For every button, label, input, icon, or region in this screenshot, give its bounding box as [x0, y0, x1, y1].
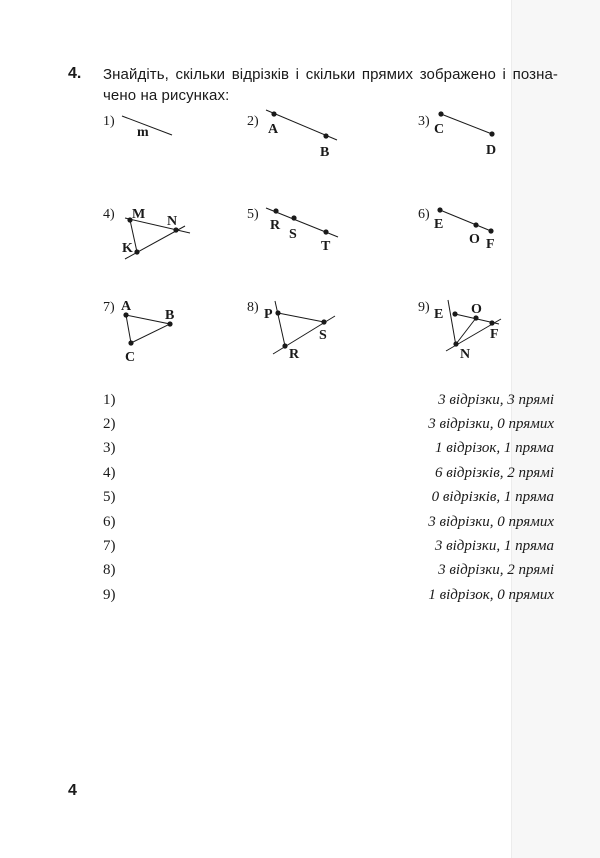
point-c: [128, 340, 133, 345]
point-label: A: [268, 122, 279, 137]
point-label: R: [289, 347, 300, 362]
page-number: 4: [68, 782, 77, 799]
point-label: F: [490, 327, 499, 342]
answer-row: [103, 486, 554, 510]
figure-number: 8): [247, 300, 259, 315]
answer-number: 6): [103, 513, 116, 530]
task-text-line-2: чено на рисунках:: [103, 87, 230, 104]
segment-eof: [440, 210, 491, 231]
task-number: 4.: [68, 65, 82, 82]
point-label: C: [125, 350, 136, 365]
answer-text: 6 відрізків, 2 прямі: [435, 464, 554, 481]
point-label: R: [270, 218, 281, 233]
point-label: D: [486, 143, 497, 158]
point-s: [291, 215, 296, 220]
answer-number: 3): [103, 440, 116, 457]
answer-number: 1): [103, 391, 116, 408]
point-k: [134, 249, 139, 254]
point-label: N: [460, 347, 471, 362]
answer-text: 3 відрізки, 2 прямі: [438, 562, 554, 579]
triangle-abc: [126, 315, 170, 343]
point-s: [321, 319, 326, 324]
answer-row: [103, 534, 554, 558]
segment-cd: [441, 114, 492, 134]
point-label: S: [319, 328, 327, 343]
answer-text: 1 відрізок, 0 прямих: [428, 586, 554, 603]
point-p: [275, 310, 280, 315]
point-label: M: [132, 207, 146, 222]
line-en: [448, 300, 456, 346]
point-label: N: [167, 214, 178, 229]
point-r: [282, 343, 287, 348]
line-pr: [275, 301, 285, 346]
answer-text: 3 відрізки, 1 пряма: [434, 538, 554, 555]
point-label: C: [434, 122, 445, 137]
answer-number: 7): [103, 538, 116, 555]
point-label: B: [320, 145, 330, 160]
point-o: [473, 222, 478, 227]
point-label: m: [137, 125, 149, 140]
answer-text: 3 відрізки, 0 прямих: [428, 416, 554, 433]
figure-number: 5): [247, 207, 259, 222]
answer-number: 4): [103, 464, 116, 481]
point-label: P: [264, 307, 273, 322]
point-label: S: [289, 227, 297, 242]
point-a: [271, 111, 276, 116]
answer-row: [103, 461, 554, 485]
figure-number: 1): [103, 114, 115, 129]
answer-number: 9): [103, 586, 116, 603]
answer-number: 2): [103, 416, 116, 433]
answer-number: 5): [103, 489, 116, 506]
answer-text: 0 відрізків, 1 пряма: [431, 489, 554, 506]
answer-text: 3 відрізки, 0 прямих: [428, 513, 554, 530]
answer-text: 3 відрізки, 3 прямі: [438, 391, 554, 408]
point-label: T: [321, 239, 331, 254]
point-r: [273, 208, 278, 213]
figure-number: 4): [103, 207, 115, 222]
point-d: [489, 131, 494, 136]
figure-number: 9): [418, 300, 430, 315]
point-c: [438, 111, 443, 116]
point-t: [323, 229, 328, 234]
segment-ps: [278, 313, 324, 322]
figure-number: 7): [103, 300, 115, 315]
answers-list: [103, 388, 554, 608]
answer-row: [103, 412, 554, 436]
figure-number: 6): [418, 207, 430, 222]
point-f: [489, 320, 494, 325]
point-n: [453, 341, 458, 346]
figure-number: 3): [418, 114, 430, 129]
answer-row: [103, 437, 554, 461]
point-f: [488, 228, 493, 233]
point-label: F: [486, 237, 495, 252]
figure-number: 2): [247, 114, 259, 129]
task-text-line-1: Знайдіть, скільки відрізків і скільки прямих зображено і позна-: [103, 66, 558, 83]
point-label: E: [434, 307, 444, 322]
point-label: K: [122, 241, 133, 256]
point-b: [323, 133, 328, 138]
point-label: A: [121, 299, 132, 314]
answer-number: 8): [103, 562, 116, 579]
point-e: [437, 207, 442, 212]
point-label: O: [469, 232, 480, 247]
point-label: O: [471, 302, 482, 317]
answer-row: [103, 583, 554, 607]
point-label: E: [434, 217, 444, 232]
answer-row: [103, 559, 554, 583]
point-e: [452, 311, 457, 316]
answer-row: [103, 510, 554, 534]
point-label: B: [165, 308, 175, 323]
segment-no: [456, 318, 476, 344]
answer-text: 1 відрізок, 1 пряма: [435, 440, 554, 457]
answer-row: [103, 388, 554, 412]
